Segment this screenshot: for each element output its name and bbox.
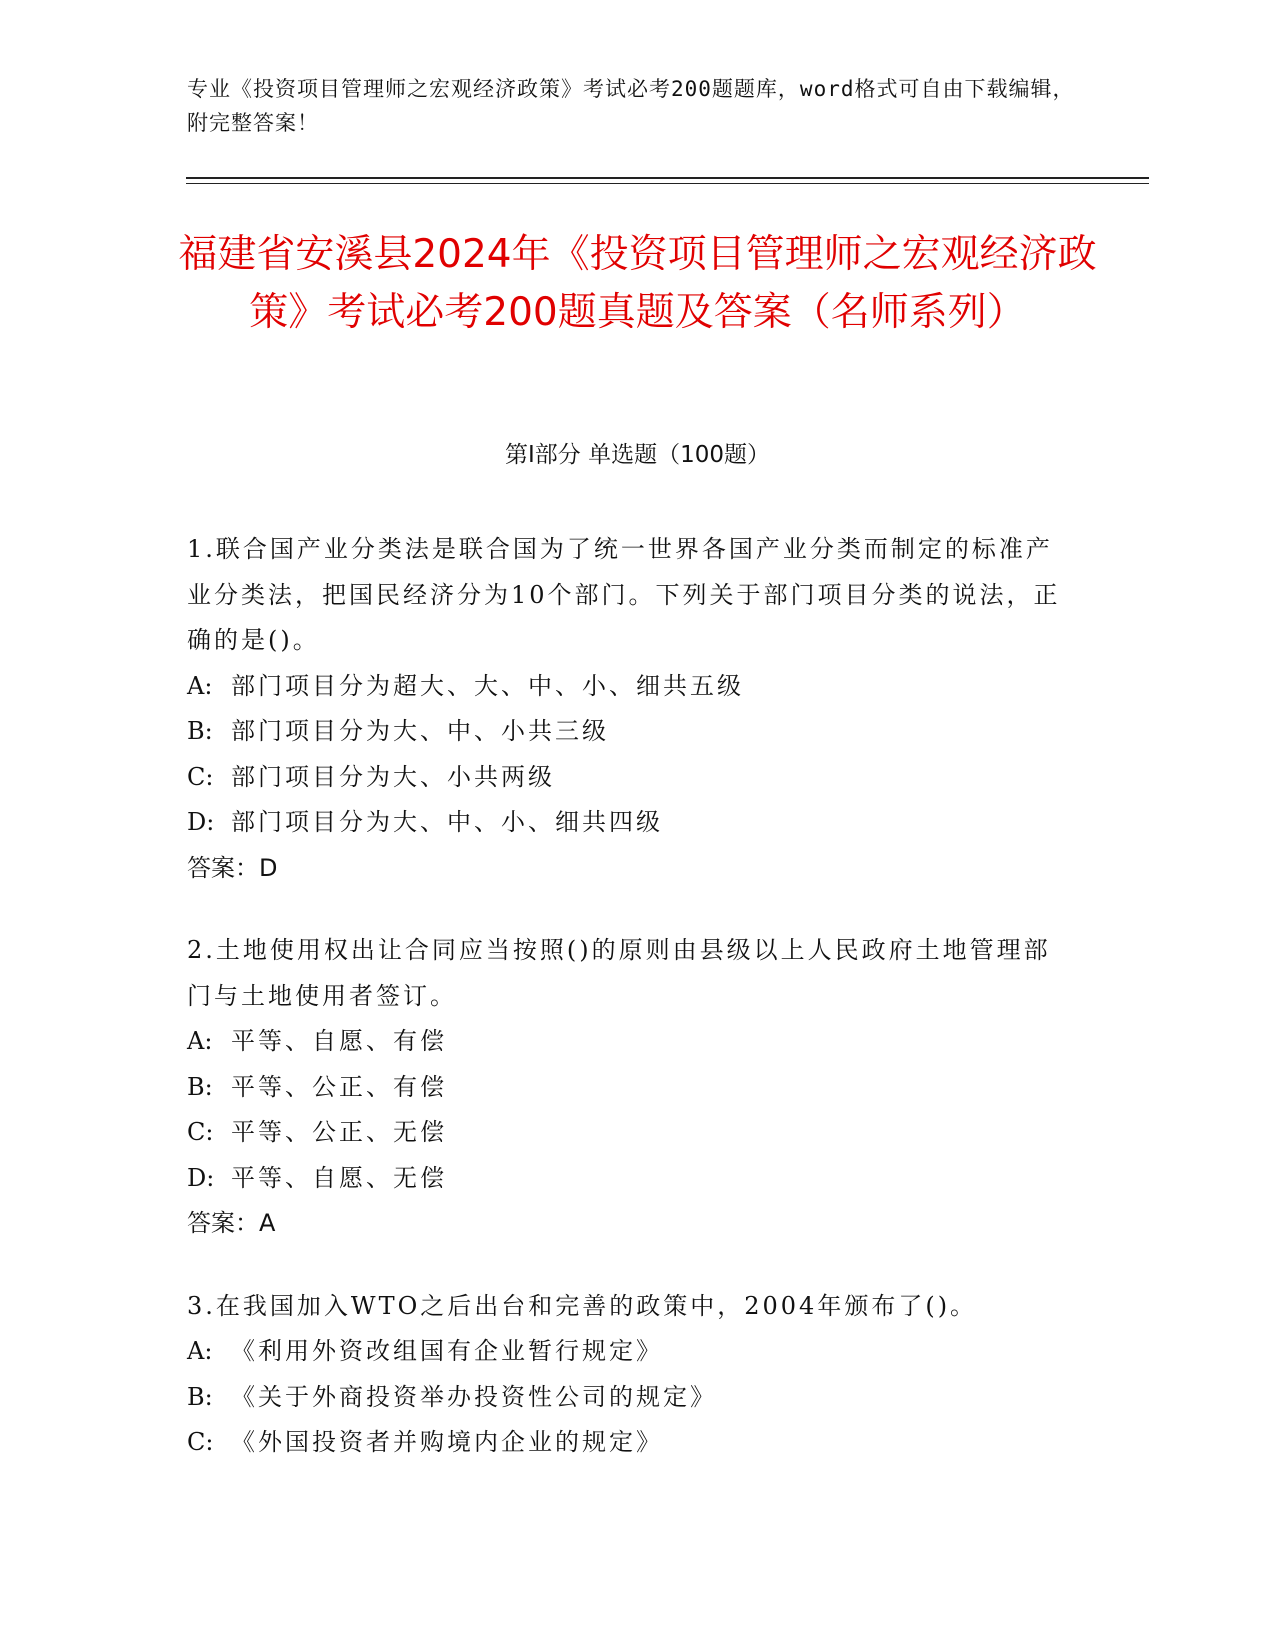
option-letter: A: xyxy=(187,671,213,700)
question-stem: 3.在我国加入WTO之后出台和完善的政策中，2004年颁布了()。 xyxy=(187,1291,978,1320)
question-stem: 2.土地使用权出让合同应当按照()的原则由县级以上人民政府土地管理部门与土地使用者签订。 xyxy=(187,936,1051,1010)
option-text: 平等、自愿、有偿 xyxy=(231,1027,447,1055)
header-divider-thick xyxy=(186,177,1149,179)
document-title: 福建省安溪县2024年《投资项目管理师之宏观经济政策》考试必考200题真题及答案（名师系列） xyxy=(178,232,1097,335)
option-text: 平等、自愿、无偿 xyxy=(231,1163,447,1192)
header-note: 专业《投资项目管理师之宏观经济政策》考试必考200题题库，word格式可自由下载编辑，附完整答案！ xyxy=(187,77,1075,135)
option-b xyxy=(187,1375,1077,1421)
option-text: 《外国投资者并购境内企业的规定》 xyxy=(231,1428,663,1456)
option-c xyxy=(187,1110,1077,1156)
option-letter: B: xyxy=(187,1072,213,1101)
option-letter: D: xyxy=(187,808,215,836)
option-text: 《利用外资改组国有企业暂行规定》 xyxy=(231,1337,663,1365)
option-b xyxy=(187,709,1077,755)
option-letter: A: xyxy=(187,1337,213,1365)
option-letter: A: xyxy=(187,1027,213,1055)
answer-label: 答案： xyxy=(187,1209,259,1237)
option-letter: B: xyxy=(187,717,213,745)
answer-label: 答案： xyxy=(187,853,259,882)
option-text: 部门项目分为超大、大、中、小、细共五级 xyxy=(231,671,744,700)
option-a xyxy=(187,1019,1077,1065)
option-text: 平等、公正、有偿 xyxy=(231,1072,447,1101)
option-text: 部门项目分为大、中、小共三级 xyxy=(231,717,609,745)
question-list xyxy=(187,527,1077,1503)
option-letter: D: xyxy=(187,1163,215,1192)
header-divider-thin xyxy=(186,183,1149,184)
option-letter: C: xyxy=(187,1428,214,1456)
section-title: 第I部分 单选题（100题） xyxy=(505,442,770,468)
option-a xyxy=(187,1329,1077,1375)
question-3 xyxy=(187,1284,1077,1466)
option-d xyxy=(187,800,1077,846)
option-b xyxy=(187,1065,1077,1111)
option-text: 部门项目分为大、小共两级 xyxy=(231,762,555,791)
answer-value: D xyxy=(259,853,278,882)
option-text: 部门项目分为大、中、小、细共四级 xyxy=(231,808,663,836)
option-a xyxy=(187,664,1077,710)
option-c xyxy=(187,755,1077,801)
option-text: 《关于外商投资举办投资性公司的规定》 xyxy=(231,1382,717,1411)
option-letter: C: xyxy=(187,762,214,791)
option-letter: B: xyxy=(187,1382,213,1411)
option-d xyxy=(187,1156,1077,1202)
answer-line xyxy=(187,846,1077,892)
question-2 xyxy=(187,928,1077,1247)
option-c xyxy=(187,1420,1077,1466)
answer-line xyxy=(187,1201,1077,1247)
question-1 xyxy=(187,527,1077,891)
option-text: 平等、公正、无偿 xyxy=(231,1118,447,1146)
option-letter: C: xyxy=(187,1118,214,1146)
answer-value: A xyxy=(259,1209,276,1237)
question-stem: 1.联合国产业分类法是联合国为了统一世界各国产业分类而制定的标准产业分类法，把国民经济分为10个部门。下列关于部门项目分类的说法，正确的是()。 xyxy=(187,535,1061,654)
